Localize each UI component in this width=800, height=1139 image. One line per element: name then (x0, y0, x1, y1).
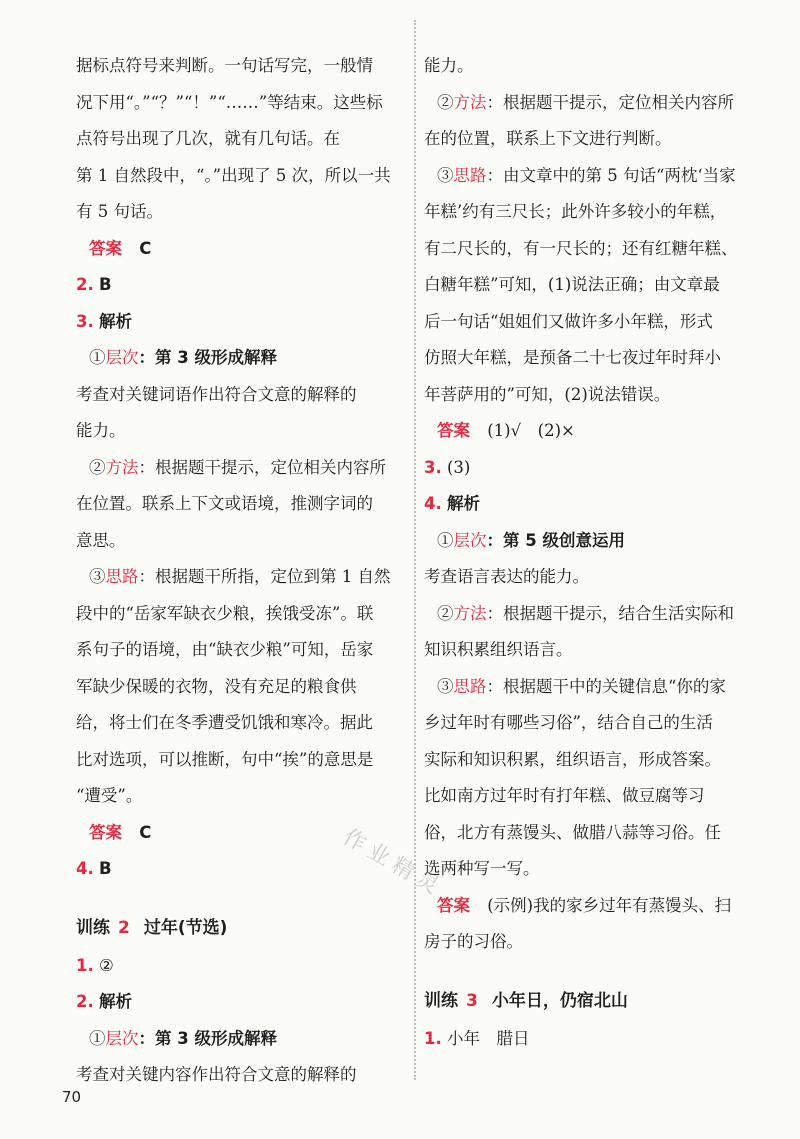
text-line: 比对选项，可以推断，句中“挨”的意思是 (76, 749, 374, 769)
level-line (76, 1021, 408, 1058)
method-text: ：根据题干提示，结合生活实际和 (486, 603, 734, 623)
think-key: 思路 (105, 567, 139, 586)
answer-line (76, 815, 408, 852)
question-4 (424, 486, 758, 523)
training-number: 2 (118, 917, 130, 938)
circled-number: ② (437, 603, 454, 623)
text-line: 考查对关键内容作出符合文意的解释的 (76, 1065, 357, 1084)
text-line: 系句子的语境，由“缺衣少粮”可知，岳家 (76, 640, 374, 659)
question-2 (76, 267, 408, 304)
answer-label: 答案 (89, 822, 122, 842)
circled-number: ② (437, 92, 454, 112)
training-title: 小年日，仍宿北山 (491, 990, 628, 1011)
method-line (76, 450, 408, 487)
text-line: 在的位置，联系上下文进行判断。 (424, 129, 672, 148)
level-key: 层次 (105, 348, 139, 367)
answer-line (424, 413, 758, 450)
question-number: 3. (424, 457, 442, 477)
think-key: 思路 (453, 165, 487, 185)
answer-label: 答案 (437, 895, 470, 915)
text-line: 能力。 (424, 56, 474, 75)
page-number: 70 (62, 1088, 82, 1106)
question-number: 2. (76, 275, 94, 294)
level-text: ：第 3 级形成解释 (138, 348, 277, 367)
circled-number: ② (89, 457, 106, 477)
column-divider (414, 20, 416, 1080)
question-answer: B (99, 275, 112, 294)
text-line: 考查语言表达的能力。 (424, 567, 589, 586)
text-line: 比如南方过年时有打年糕、做豆腐等习 (424, 786, 705, 805)
text-line: 第 1 自然段中，“。”出现了 5 次，所以一共 (76, 165, 391, 185)
training-number: 3 (466, 990, 478, 1011)
right-column (424, 48, 758, 1057)
question-answer: ② (99, 955, 114, 975)
method-text: ：根据题干提示，定位相关内容所 (486, 92, 734, 112)
spacer (424, 961, 758, 981)
question-3 (424, 450, 758, 487)
question-number: 4. (424, 494, 442, 513)
text-line: 选两种写一写。 (424, 859, 540, 878)
question-number: 1. (424, 1028, 442, 1048)
text-line: 房子的习俗。 (424, 932, 523, 951)
t3-question-1 (424, 1021, 758, 1058)
text-line: 俗，北方有蒸馒头、做腊八蒜等习俗。任 (424, 822, 721, 842)
answer-value: (示例)我的家乡过年有蒸馒头、扫 (487, 895, 732, 915)
training-2-title (76, 908, 408, 948)
circled-number: ① (437, 530, 454, 550)
method-line (424, 596, 758, 633)
method-key: 方法 (453, 603, 487, 623)
answer-line (76, 231, 408, 268)
text-line: 实际和知识积累，组织语言，形成答案。 (424, 749, 721, 769)
text-line: 年菩萨用的”可知，(2)说法错误。 (424, 384, 671, 404)
training-3-title (424, 981, 758, 1021)
question-answer: (3) (447, 457, 471, 477)
answer-value: C (139, 238, 152, 258)
think-text: ：由文章中的第 5 句话“两枕‘当家 (486, 165, 736, 185)
text-line: 在位置。联系上下文或语境，推测字词的 (76, 494, 373, 513)
text-line: 段中的“岳家军缺衣少粮，挨饿受冻”。联 (76, 603, 374, 623)
question-number: 1. (76, 955, 94, 975)
question-heading: 解析 (99, 992, 132, 1011)
circled-number: ③ (437, 676, 454, 696)
question-answer: 小年 腊日 (447, 1028, 530, 1048)
text-line: 乡过年时有哪些习俗”，结合自己的生活 (424, 713, 713, 732)
text-line: 军缺少保暖的衣物，没有充足的粮食供 (76, 676, 357, 696)
circled-number: ③ (89, 567, 106, 586)
training-label: 训练 (424, 990, 458, 1011)
question-answer: B (99, 859, 112, 878)
method-text: ：根据题干提示，定位相关内容所 (138, 457, 386, 477)
text-line: 况下用“。”“？”“！”“……”等结束。这些标 (76, 92, 383, 112)
text-line: 点符号出现了几次，就有几句话。在 (76, 129, 340, 148)
method-line (424, 85, 758, 122)
text-line: 年糕’约有三尺长；此外许多较小的年糕， (424, 202, 727, 221)
training-label: 训练 (76, 917, 110, 938)
question-heading: 解析 (99, 311, 132, 331)
circled-number: ① (89, 348, 106, 367)
text-line: 知识积累组织语言。 (424, 640, 573, 659)
circled-number: ③ (437, 165, 454, 185)
answer-line (424, 888, 758, 925)
think-line (424, 669, 758, 706)
level-line (76, 340, 408, 377)
text-line: 后一句话“姐姐们又做许多小年糕，形式 (424, 311, 713, 331)
spacer (76, 888, 408, 908)
t2-question-2 (76, 984, 408, 1021)
question-number: 4. (76, 859, 94, 878)
question-3 (76, 304, 408, 341)
question-heading: 解析 (447, 494, 480, 513)
level-key: 层次 (105, 1028, 139, 1048)
think-text: ：根据题干所指，定位到第 1 自然 (138, 567, 391, 586)
method-key: 方法 (105, 457, 139, 477)
think-text: ：根据题干中的关键信息“你的家 (486, 676, 726, 696)
level-text: ：第 5 级创意运用 (486, 530, 625, 550)
text-line: 仿照大年糕，是预备二十七夜过年时拜小 (424, 348, 721, 367)
question-4 (76, 851, 408, 888)
level-text: ：第 3 级形成解释 (138, 1028, 277, 1048)
think-key: 思路 (453, 676, 487, 696)
text-line: 考查对关键词语作出符合文意的解释的 (76, 384, 357, 404)
answer-label: 答案 (437, 421, 470, 440)
question-number: 3. (76, 311, 94, 331)
method-key: 方法 (453, 92, 487, 112)
t2-question-1 (76, 948, 408, 985)
left-column (76, 48, 408, 1094)
text-line: 有二尺长的，有一尺长的；还有红糖年糕、 (424, 238, 738, 258)
answer-value: (1)√ (2)× (487, 421, 575, 440)
text-line: 意思。 (76, 530, 126, 550)
level-key: 层次 (453, 530, 487, 550)
text-line: 能力。 (76, 421, 126, 440)
think-line (424, 158, 758, 195)
think-line (76, 559, 408, 596)
question-number: 2. (76, 992, 94, 1011)
text-line: 白糖年糕”可知，(1)说法正确；由文章最 (424, 275, 720, 294)
level-line (424, 523, 758, 560)
answer-value: C (139, 822, 152, 842)
text-line: 据标点符号来判断。一句话写完，一般情 (76, 56, 373, 75)
text-line: 有 5 句话。 (76, 202, 163, 221)
training-title: 过年(节选) (143, 917, 228, 938)
text-line: 给，将士们在冬季遭受饥饿和寒冷。据此 (76, 713, 373, 732)
watermark: 作业精灵 (338, 824, 449, 903)
answer-label: 答案 (89, 238, 122, 258)
circled-number: ① (89, 1028, 106, 1048)
text-line: “遭受”。 (76, 786, 143, 805)
